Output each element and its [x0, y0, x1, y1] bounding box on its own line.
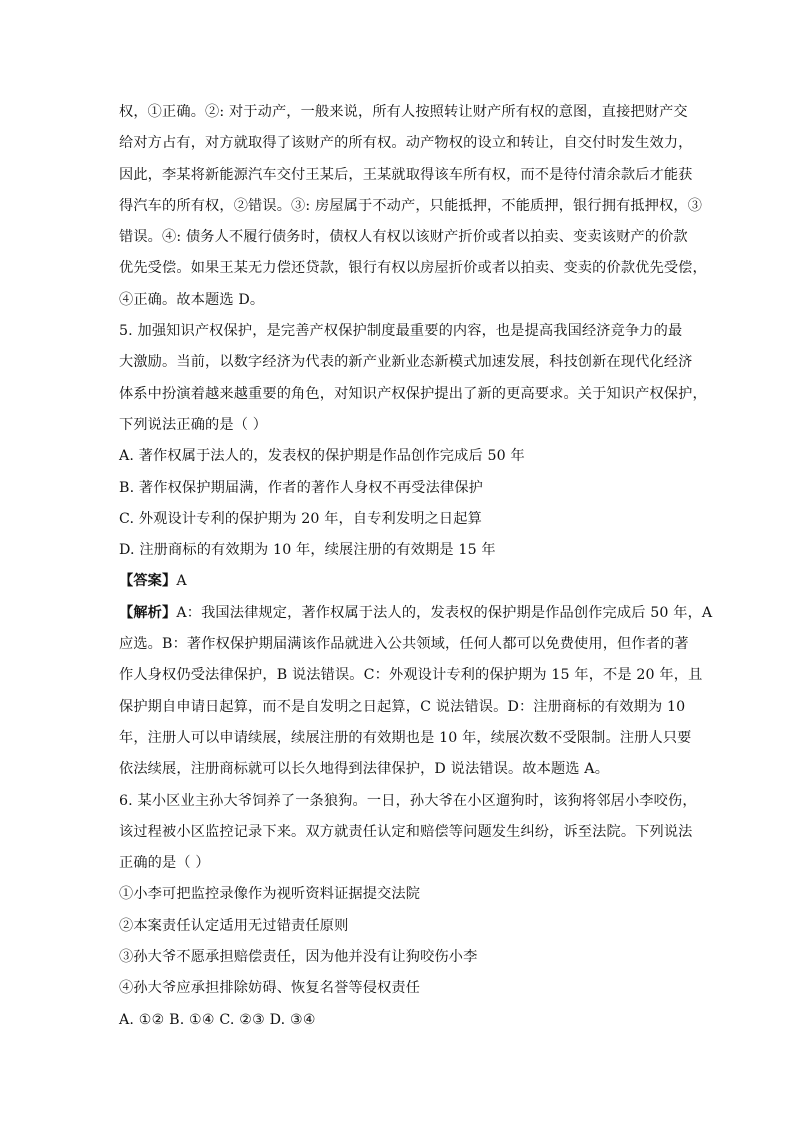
statement-1: ①小李可把监控录像作为视听资料证据提交法院: [119, 886, 421, 903]
text-line: 因此，李某将新能源汽车交付王某后，王某就取得该车所有权，而不是待付清余款后才能获: [119, 166, 693, 183]
analysis-line: [119, 598, 713, 629]
answer-line: [119, 566, 689, 597]
option-c: C. 外观设计专利的保护期为 20 年，自专利发明之日起算: [119, 510, 482, 527]
analysis-line: 依法续展，注册商标就可以长久地得到法律保护，D 说法错误。故本题选 A。: [119, 761, 610, 778]
answer-value: A: [176, 573, 187, 590]
text-line: 权，①正确。②: 对于动产，一般来说，所有人按照转让财产所有权的意图，直接把财产交: [119, 104, 688, 120]
statement-4: ④孙大爷应承担排除妨碍、恢复名誉等侵权责任: [119, 980, 421, 997]
analysis-tag: 【解析】: [119, 604, 177, 621]
text-line: 错误。④: 债务人不履行债务时，债权人有权以该财产折价或者以拍卖、变卖该财产的价款: [119, 229, 688, 246]
question-6: [119, 786, 697, 1036]
analysis-line: 保护期自申请日起算，而不是自发明之日起算，C 说法错误。D：注册商标的有效期为 10: [119, 698, 686, 715]
option-b: B. 著作权保护期届满，作者的著作人身权不再受法律保护: [119, 479, 483, 496]
previous-question-analysis: [119, 97, 707, 316]
option-a: A. 著作权属于法人的，发表权的保护期是作品创作完成后 50 年: [119, 448, 525, 465]
question-stem-line: 6. 某小区业主孙大爷饲养了一条狼狗。一日，孙大爷在小区遛狗时，该狗将邻居小李咬伤，: [119, 792, 697, 809]
statement-3: ③孙大爷不愿承担赔偿责任，因为他并没有让狗咬伤小李: [119, 949, 478, 966]
analysis-line: 作人身权仍受法律保护，B 说法错误。C：外观设计专利的保护期为 15 年，不是 20 年，且: [119, 667, 703, 684]
question-stem-line: 5. 加强知识产权保护，是完善产权保护制度最重要的内容，也是提高我国经济竞争力的最: [119, 323, 683, 340]
question-stem-line: 下列说法正确的是（ ）: [119, 416, 268, 433]
analysis-text: A：我国法律规定，著作权属于法人的，发表权的保护期是作品创作完成后 50 年，A: [176, 604, 713, 621]
option-d: D. 注册商标的有效期为 10 年，续展注册的有效期是 15 年: [119, 542, 496, 559]
question-stem-line: 该过程被小区监控记录下来。双方就责任认定和赔偿等问题发生纠纷，诉至法院。下列说法: [119, 823, 693, 840]
text-line: 给对方占有，对方就取得了该财产的所有权。动产物权的设立和转让，自交付时发生效力，: [119, 135, 693, 152]
document-page: [119, 97, 713, 1036]
answer-tag: 【答案】: [119, 573, 177, 590]
text-line: ④正确。故本题选 D。: [119, 291, 265, 308]
analysis-line: 应选。B：著作权保护期届满该作品就进入公共领域，任何人都可以免费使用，但作者的著: [119, 636, 689, 653]
question-5: [119, 316, 713, 785]
options-line: A. ①② B. ①④ C. ②③ D. ③④: [119, 1011, 316, 1028]
text-line: 得汽车的所有权，②错误。③: 房屋属于不动产，只能抵押，不能质押，银行拥有抵押权，③: [119, 197, 703, 214]
question-stem-line: 大激励。当前，以数字经济为代表的新产业新业态新模式加速发展，科技创新在现代化经济: [119, 354, 693, 371]
text-line: 优先受偿。如果王某无力偿还贷款，银行有权以房屋折价或者以拍卖、变卖的价款优先受偿，: [119, 260, 707, 277]
question-stem-line: 正确的是（ ）: [119, 855, 210, 872]
statement-2: ②本案责任认定适用无过错责任原则: [119, 917, 349, 934]
analysis-line: 年，注册人可以申请续展，续展注册的有效期也是 10 年，续展次数不受限制。注册人只要: [119, 729, 692, 746]
question-stem-line: 体系中扮演着越来越重要的角色，对知识产权保护提出了新的更高要求。关于知识产权保护，: [119, 385, 707, 402]
